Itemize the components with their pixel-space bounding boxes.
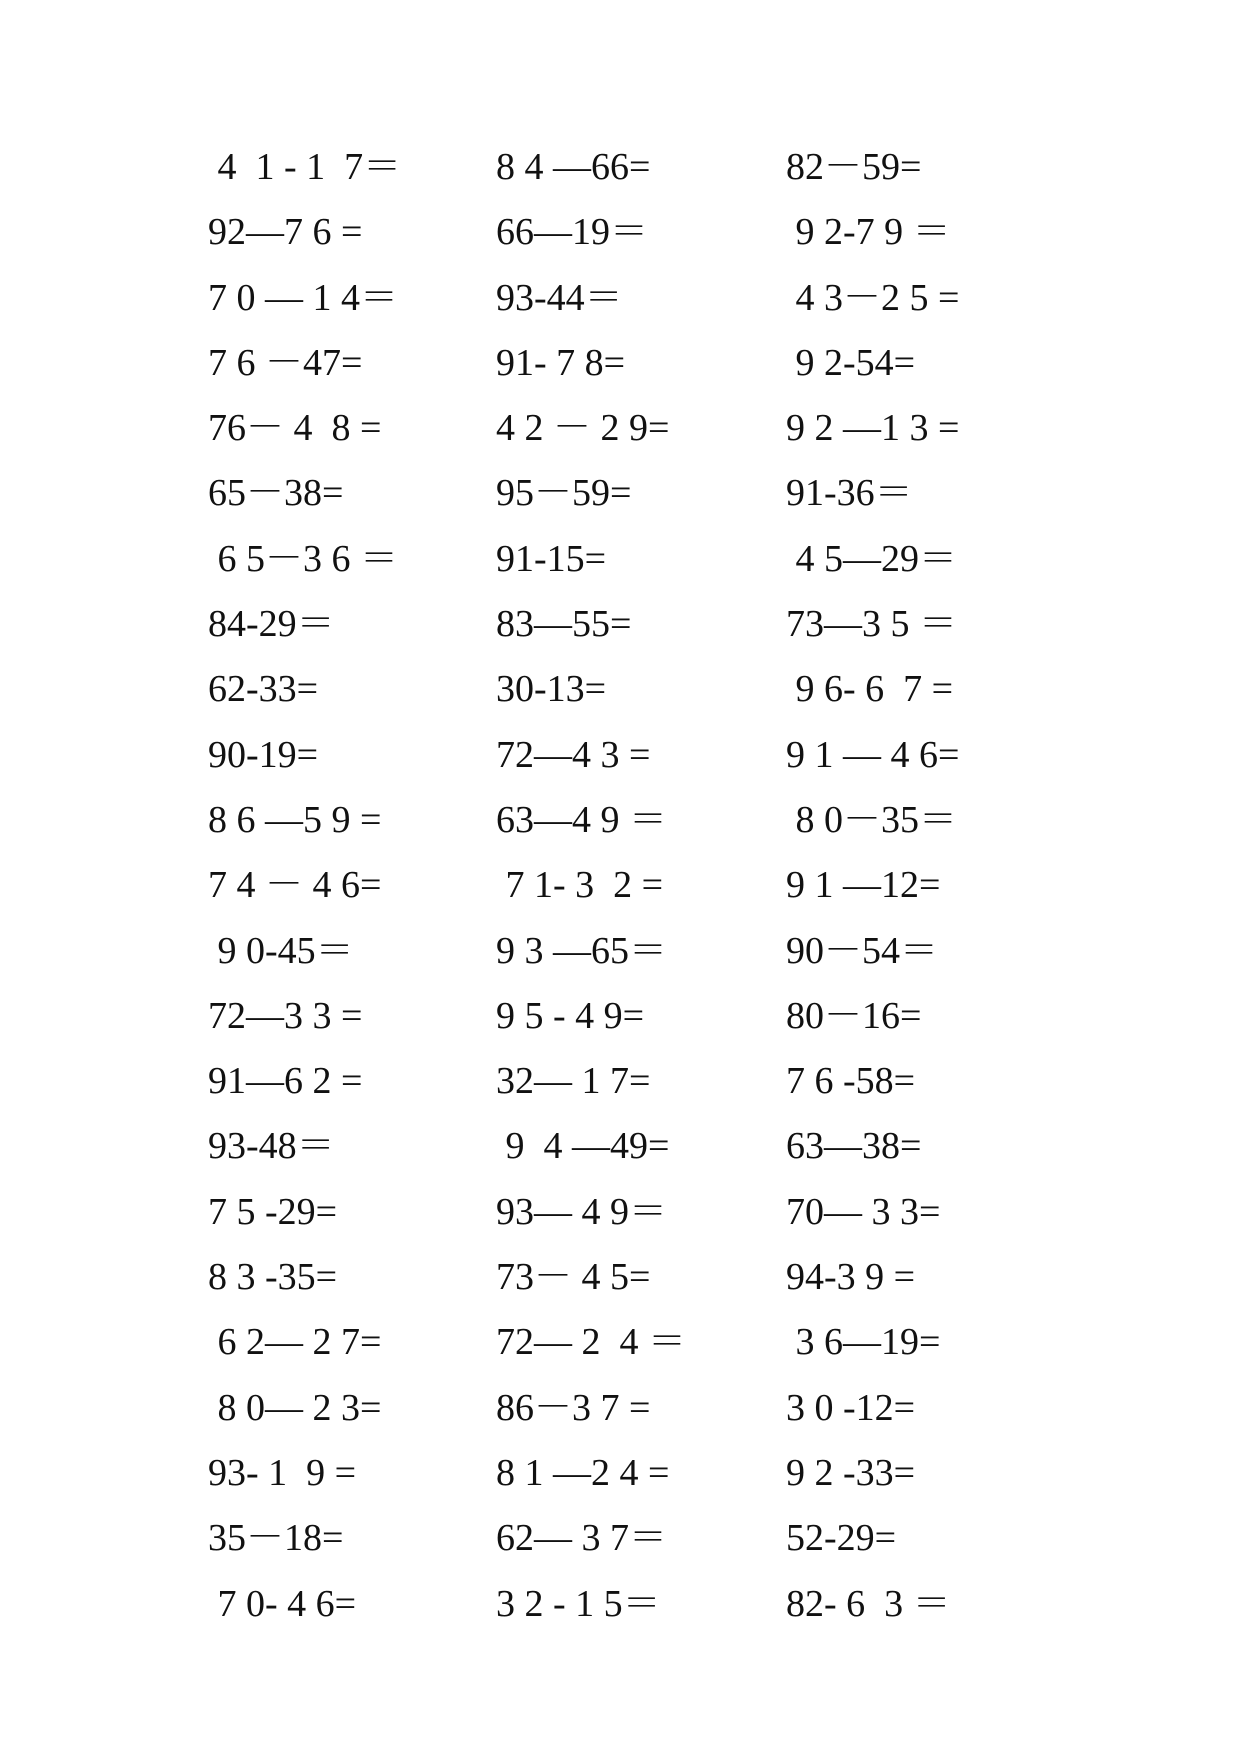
problem: 7 6 －47= xyxy=(208,341,363,384)
problem: 8 3 -35= xyxy=(208,1256,338,1299)
problem: 65－38= xyxy=(208,472,344,515)
problem: 93-48＝ xyxy=(208,1125,335,1168)
problem: 9 1 —12= xyxy=(786,864,941,907)
problem: 4 1 - 1 7＝ xyxy=(208,146,402,188)
problem: 62-33= xyxy=(208,668,319,711)
problem: 9 3 —65＝ xyxy=(496,929,668,972)
problem: 9 2-54= xyxy=(786,341,916,384)
problem: 63—4 9 ＝ xyxy=(496,798,668,841)
problem: 35－18= xyxy=(208,1517,344,1560)
problem: 8 4 —66= xyxy=(496,146,651,188)
problem: 7 4 － 4 6= xyxy=(208,864,382,907)
problem: 8 6 —5 9 = xyxy=(208,798,382,841)
problem: 72—4 3 = xyxy=(496,733,651,776)
problem: 8 1 —2 4 = xyxy=(496,1451,670,1494)
problem: 91-36＝ xyxy=(786,472,913,515)
problem: 7 6 -58= xyxy=(786,1060,916,1103)
problem: 7 0 — 1 4＝ xyxy=(208,276,399,319)
problem: 72—3 3 = xyxy=(208,994,363,1037)
problem: 93— 4 9＝ xyxy=(496,1190,668,1233)
problem: 9 6- 6 7 = xyxy=(786,668,954,711)
subtraction-problems-grid xyxy=(208,135,1028,1702)
problem: 82- 6 3 ＝ xyxy=(786,1582,951,1625)
problem: 9 1 — 4 6= xyxy=(786,733,960,776)
problem xyxy=(786,1637,1028,1702)
problem: 9 0-45＝ xyxy=(208,929,354,972)
problem: 32— 1 7= xyxy=(496,1060,651,1103)
problem: 3 0 -12= xyxy=(786,1386,916,1429)
problem: 91- 7 8= xyxy=(496,341,626,384)
problem: 4 5—29＝ xyxy=(786,537,958,580)
problem: 93-44＝ xyxy=(496,276,623,319)
problem: 7 5 -29= xyxy=(208,1190,338,1233)
problem: 9 5 - 4 9= xyxy=(496,994,645,1037)
problem: 4 3－2 5 = xyxy=(786,276,960,319)
problem: 84-29＝ xyxy=(208,603,335,646)
problem: 94-3 9 = xyxy=(786,1256,916,1299)
problem: 90-19= xyxy=(208,733,319,776)
problem: 8 0－35＝ xyxy=(786,798,958,841)
problem: 62— 3 7＝ xyxy=(496,1517,668,1560)
problem xyxy=(208,1637,496,1702)
problem: 80－16= xyxy=(786,994,922,1037)
problem: 83—55= xyxy=(496,603,632,646)
problem: 52-29= xyxy=(786,1517,897,1560)
problem: 91—6 2 = xyxy=(208,1060,363,1103)
problem: 7 0- 4 6= xyxy=(208,1582,357,1625)
problem: 63—38= xyxy=(786,1125,922,1168)
problem: 73－ 4 5= xyxy=(496,1256,651,1299)
problem: 6 5－3 6 ＝ xyxy=(208,537,399,580)
problem xyxy=(496,1637,786,1702)
problem: 73—3 5 ＝ xyxy=(786,603,958,646)
problem: 7 1- 3 2 = xyxy=(496,864,664,907)
problem: 76－ 4 8 = xyxy=(208,407,382,450)
problem: 95－59= xyxy=(496,472,632,515)
problem: 86－3 7 = xyxy=(496,1386,651,1429)
problem: 9 2 —1 3 = xyxy=(786,407,960,450)
problem: 3 2 - 1 5＝ xyxy=(496,1582,661,1625)
problem: 82－59= xyxy=(786,146,922,188)
problem: 93- 1 9 = xyxy=(208,1451,357,1494)
problem: 70— 3 3= xyxy=(786,1190,941,1233)
problem: 66—19＝ xyxy=(496,211,649,254)
problem: 92—7 6 = xyxy=(208,211,363,254)
problem: 72— 2 4 ＝ xyxy=(496,1321,687,1364)
problem: 9 2 -33= xyxy=(786,1451,916,1494)
problem: 3 6—19= xyxy=(786,1321,941,1364)
problem: 4 2 － 2 9= xyxy=(496,407,670,450)
problem: 9 2-7 9 ＝ xyxy=(786,211,951,254)
problem: 30-13= xyxy=(496,668,607,711)
problem: 91-15= xyxy=(496,537,607,580)
problem: 90－54＝ xyxy=(786,929,939,972)
problem: 6 2— 2 7= xyxy=(208,1321,382,1364)
problem: 8 0— 2 3= xyxy=(208,1386,382,1429)
problem: 9 4 —49= xyxy=(496,1125,670,1168)
